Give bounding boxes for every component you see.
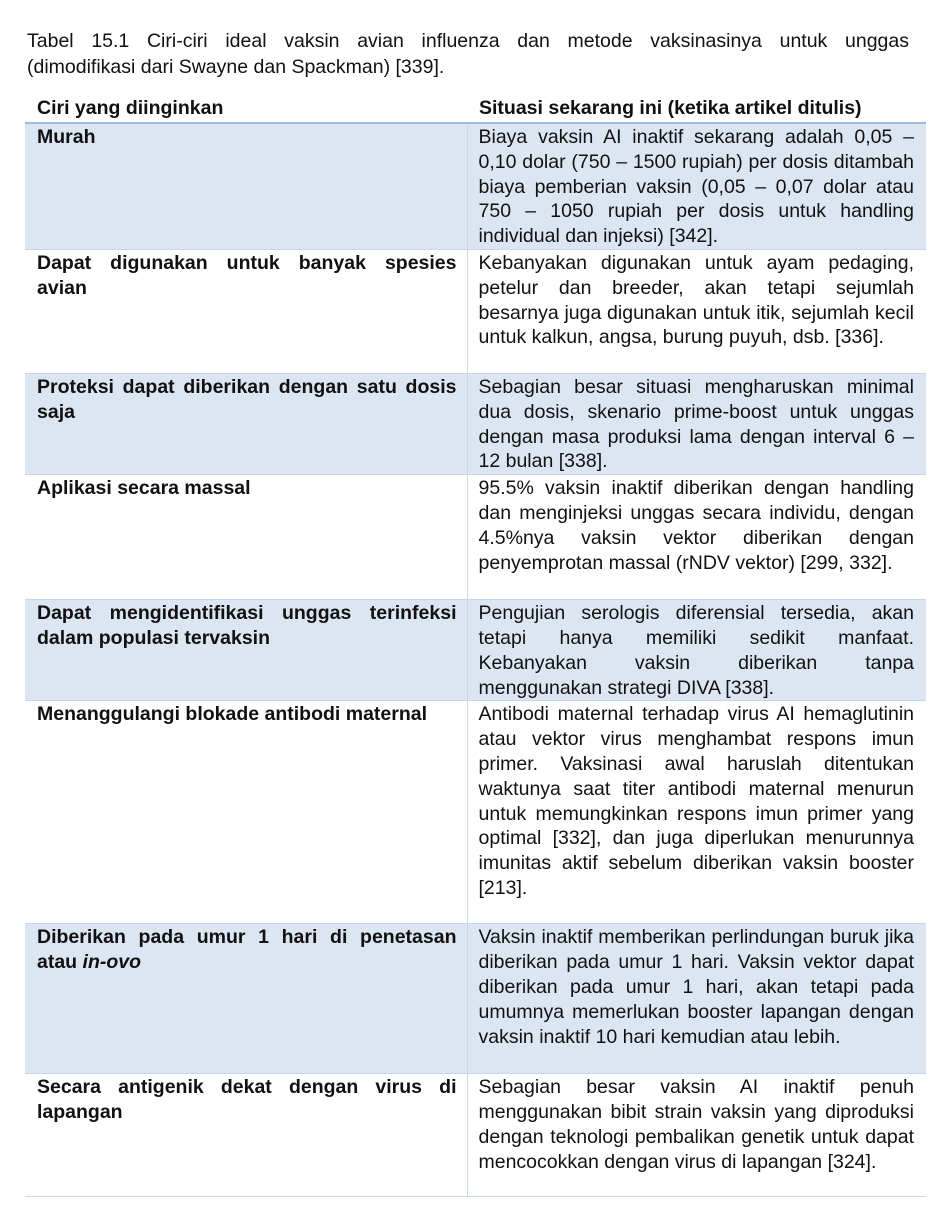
table-row (25, 373, 926, 474)
table-row (25, 475, 926, 600)
feature-cell: Aplikasi secara massal (25, 475, 467, 600)
feature-cell: Menanggulangi blokade antibodi maternal (25, 701, 467, 924)
header-current-situation: Situasi sekarang ini (ketika artikel ditulis) (467, 95, 926, 123)
feature-cell: Dapat digunakan untuk banyak spesies avian (25, 249, 467, 373)
situation-cell: Sebagian besar situasi mengharuskan minimal dua dosis, skenario prime-boost untuk unggas dengan masa produksi lama dengan interval 6 – 12 bulan [338]. (467, 373, 926, 474)
situation-cell: Pengujian serologis diferensial tersedia, akan tetapi hanya memiliki sedikit manfaat. Kebanyakan vaksin diberikan tanpa menggunakan strategi DIVA [338]. (467, 600, 926, 701)
situation-cell: Antibodi maternal terhadap virus AI hemaglutinin atau vektor virus menghambat respons imun primer. Vaksinasi awal haruslah ditentukan waktunya saat titer antibodi maternal menurun untuk memungkinkan respons imun primer yang optimal [332], dan juga diperlukan menurunnya imunitas aktif sebelum diberikan vaksin booster [213]. (467, 701, 926, 924)
feature-text: Diberikan pada umur 1 hari di penetasan atau (37, 926, 457, 974)
table-row (25, 249, 926, 373)
table-row (25, 600, 926, 701)
table-row (25, 924, 926, 1074)
vaccine-features-table (25, 95, 926, 1197)
feature-cell: Murah (25, 123, 467, 249)
feature-italic-term: in-ovo (82, 951, 142, 974)
feature-cell: Secara antigenik dekat dengan virus di lapangan (25, 1074, 467, 1197)
table-row (25, 701, 926, 924)
situation-cell: Sebagian besar vaksin AI inaktif penuh menggunakan bibit strain vaksin yang diproduksi dengan teknologi pembalikan genetik untuk dapat mencocokkan dengan virus di lapangan [324]. (467, 1074, 926, 1197)
situation-cell: Biaya vaksin AI inaktif sekarang adalah 0,05 – 0,10 dolar (750 – 1500 rupiah) per dosis ditambah biaya pemberian vaksin (0,05 – 0,07 dolar atau 750 – 1050 rupiah per dosis untuk handling individual dan injeksi) [342]. (467, 123, 926, 249)
situation-cell: Kebanyakan digunakan untuk ayam pedaging, petelur dan breeder, akan tetapi sejumlah besarnya juga digunakan untuk itik, sejumlah kecil untuk kalkun, angsa, burung puyuh, dsb. [336]. (467, 249, 926, 373)
caption-line-2: (dimodifikasi dari Swayne dan Spackman) [339]. (27, 56, 445, 78)
caption-line-1: Tabel 15.1 Ciri-ciri ideal vaksin avian influenza dan metode vaksinasinya untuk unggas (27, 30, 909, 52)
table-row (25, 123, 926, 249)
table-row (25, 1074, 926, 1197)
feature-cell: Dapat mengidentifikasi unggas terinfeksi dalam populasi tervaksin (25, 600, 467, 701)
situation-cell: 95.5% vaksin inaktif diberikan dengan handling dan menginjeksi unggas secara individu, dengan 4.5%nya vaksin vektor diberikan dengan penyemprotan massal (rNDV vektor) [299, 332]. (467, 475, 926, 600)
feature-cell (25, 924, 467, 1074)
table-caption (27, 28, 909, 80)
table-header-row (25, 95, 926, 123)
feature-cell: Proteksi dapat diberikan dengan satu dosis saja (25, 373, 467, 474)
situation-cell: Vaksin inaktif memberikan perlindungan buruk jika diberikan pada umur 1 hari. Vaksin vektor dapat diberikan pada umur 1 hari, akan tetapi pada umumnya memerlukan booster lapangan dengan vaksin inaktif 10 hari kemudian atau lebih. (467, 924, 926, 1074)
header-desired-feature: Ciri yang diinginkan (25, 95, 467, 123)
